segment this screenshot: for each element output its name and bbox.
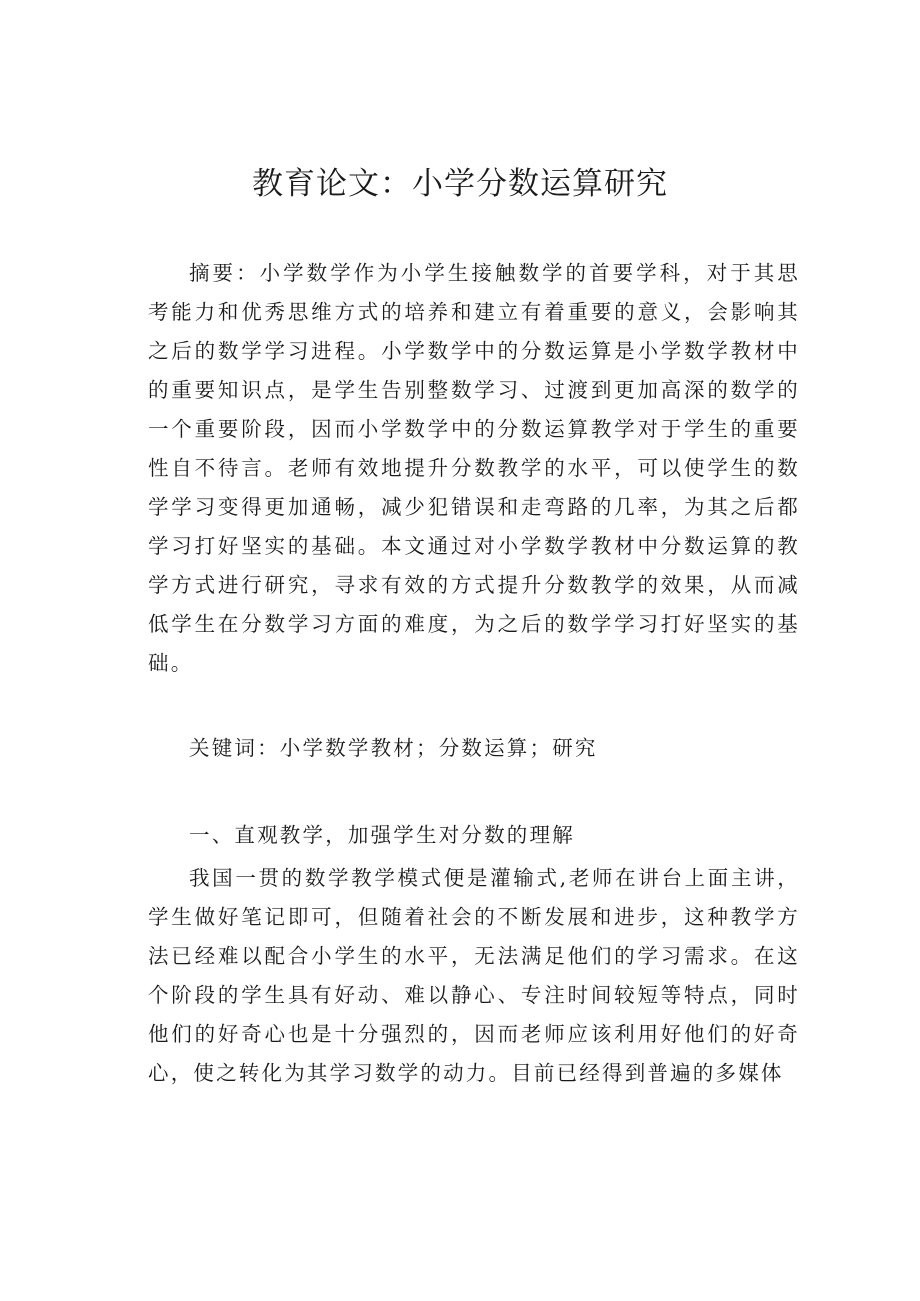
section-paragraph: 我国一贯的数学教学模式便是灌输式,老师在讲台上面主讲，学生做好笔记即可，但随着社会的不断发展和进步，这种教学方法已经难以配合小学生的水平，无法满足他们的学习需求。在这个阶段的学生具有好动、难以静心、专注时间较短等特点，同时他们的好奇心也是十分强烈的，因而老师应该利用好他们的好奇心，使之转化为其学习数学的动力。目前已经得到普遍的多媒体: [148, 866, 800, 1085]
section-heading: 一、直观教学，加强学生对分数的理解: [189, 823, 575, 847]
document-title: 教育论文：小学分数运算研究: [252, 166, 668, 202]
abstract-paragraph: 摘要：小学数学作为小学生接触数学的首要学科，对于其思考能力和优秀思维方式的培养和建立有着重要的意义，会影响其之后的数学学习进程。小学数学中的分数运算是小学数学教材中的重要知识点，是学生告别整数学习、过渡到更加高深的数学的一个重要阶段，因而小学数学中的分数运算教学对于学生的重要性自不待言。老师有效地提升分数教学的水平，可以使学生的数学学习变得更加通畅，减少犯错误和走弯路的几率，为其之后都学习打好坚实的基础。本文通过对小学数学教材中分数运算的教学方式进行研究，寻求有效的方式提升分数教学的效果，从而减低学生在分数学习方面的难度，为之后的数学学习打好坚实的基础。: [148, 261, 800, 675]
keywords-line: 关键词：小学数学教材；分数运算；研究: [189, 736, 598, 760]
